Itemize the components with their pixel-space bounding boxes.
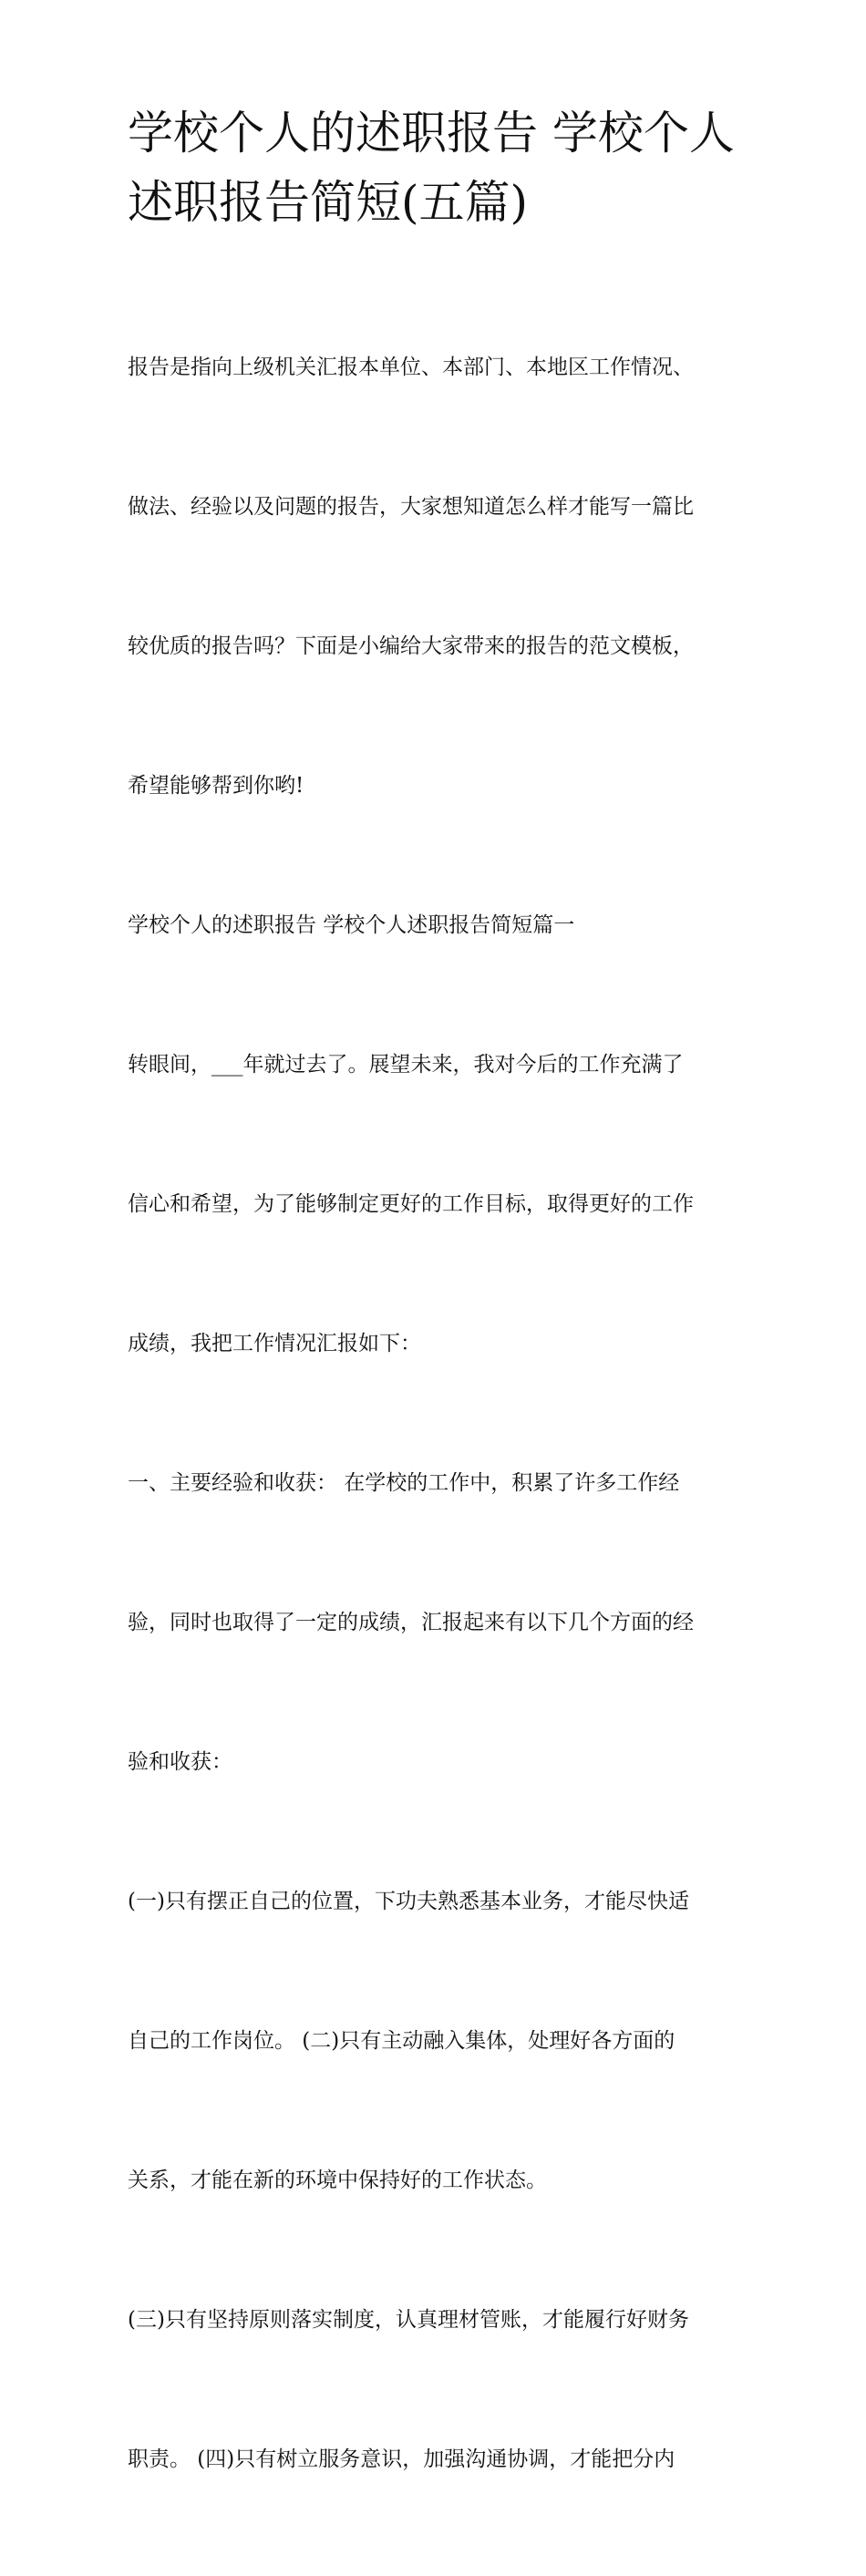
title-line: 述职报告简短(五篇) (128, 176, 529, 229)
body-line: 转眼间，___年就过去了。展望未来，我对今后的工作充满了 (128, 1053, 684, 1077)
body-line: 验和收获： (128, 1750, 232, 1774)
document-body (128, 252, 747, 2576)
title-line: 学校个人的述职报告 学校个人 (128, 107, 735, 160)
body-paragraph (128, 252, 747, 2576)
body-line: 自己的工作岗位。 (二)只有主动融入集体，处理好各方面的 (128, 2029, 675, 2053)
body-line: 一、主要经验和收获： 在学校的工作中，积累了许多工作经 (128, 1471, 680, 1495)
body-line: 较优质的报告吗？下面是小编给大家带来的报告的范文模板， (128, 634, 694, 658)
body-line: 成绩，我把工作情况汇报如下： (128, 1332, 421, 1355)
body-line: 做法、经验以及问题的报告，大家想知道怎么样才能写一篇比 (128, 495, 694, 519)
body-line: 验，同时也取得了一定的成绩，汇报起来有以下几个方面的经 (128, 1611, 694, 1634)
body-line: 希望能够帮到你哟! (128, 774, 304, 798)
body-line: (三)只有坚持原则落实制度，认真理材管账，才能履行好财务 (128, 2308, 689, 2332)
document-title (128, 98, 747, 237)
body-line: 职责。 (四)只有树立服务意识，加强沟通协调，才能把分内 (128, 2447, 675, 2471)
body-line: 报告是指向上级机关汇报本单位、本部门、本地区工作情况、 (128, 355, 694, 379)
body-line: 关系，才能在新的环境中保持好的工作状态。 (128, 2169, 547, 2192)
body-line: 信心和希望，为了能够制定更好的工作目标，取得更好的工作 (128, 1192, 694, 1216)
body-line: (一)只有摆正自己的位置，下功夫熟悉基本业务，才能尽快适 (128, 1890, 689, 1913)
section-heading: 学校个人的述职报告 学校个人述职报告简短篇一 (128, 913, 575, 937)
